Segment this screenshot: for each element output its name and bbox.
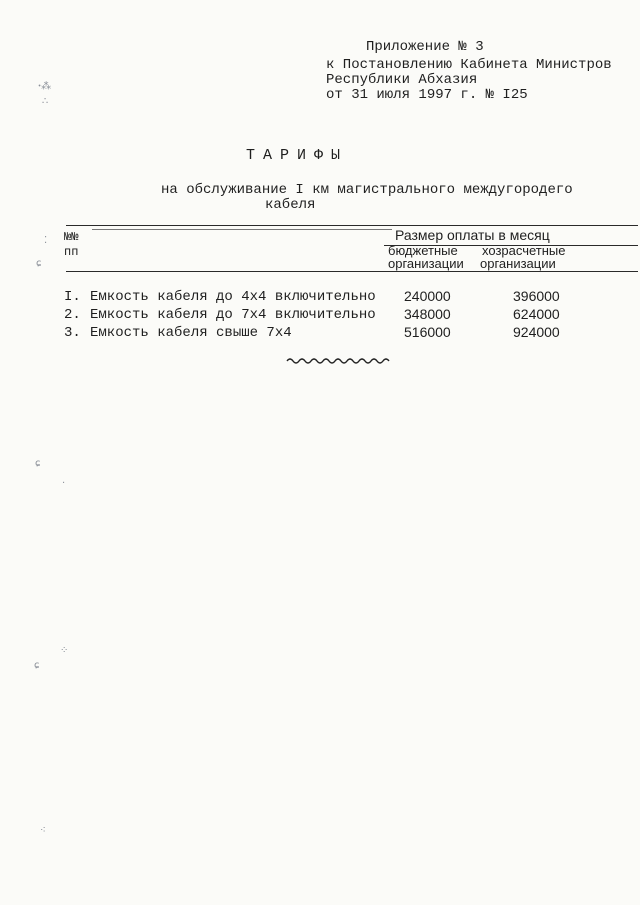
scan-speck: ɕ — [34, 660, 40, 671]
scan-speck: ∴ — [42, 96, 49, 107]
budget-header-line1: бюджетные — [388, 243, 458, 258]
appendix-number: Приложение № 3 — [366, 39, 484, 55]
row-number: 2. — [64, 307, 81, 323]
scan-speck: ⁚ — [44, 235, 48, 246]
scan-speck: ⁖ — [40, 825, 46, 836]
row-selffin-value: 396000 — [513, 288, 560, 304]
subtitle-line2: кабеля — [265, 197, 316, 213]
selffin-header-line1: хозрасчетные — [482, 243, 566, 258]
decree-date: от 31 июля 1997 г. № I25 — [326, 87, 528, 103]
table-top-rule-faint — [92, 229, 392, 230]
row-budget-value: 348000 — [404, 306, 451, 322]
row-name: Емкость кабеля до 4х4 включительно — [90, 289, 376, 305]
row-budget-value: 516000 — [404, 324, 451, 340]
row-name: Емкость кабеля до 7х4 включительно — [90, 307, 376, 323]
page-title: ТАРИФЫ — [246, 147, 349, 164]
table-top-rule — [66, 225, 638, 226]
budget-header-line2: организации — [388, 256, 464, 271]
row-selffin-value: 624000 — [513, 306, 560, 322]
scan-speck: ⁘ — [60, 645, 69, 656]
scan-speck: ɕ — [36, 258, 42, 269]
selffin-header-line2: организации — [480, 256, 556, 271]
payment-header: Размер оплаты в месяц — [395, 227, 550, 243]
scan-speck: ꞏ⁂ — [38, 81, 52, 92]
row-number: 3. — [64, 325, 81, 341]
decree-reference: к Постановлению Кабинета Министров — [326, 57, 612, 73]
row-number: I. — [64, 289, 81, 305]
scan-speck: ‧ — [62, 478, 66, 489]
number-column-header-text: №№ пп — [64, 230, 79, 259]
table-header-rule — [66, 271, 638, 272]
end-squiggle-mark — [286, 355, 392, 365]
subtitle-line1: на обслуживание I км магистрального междугородего — [161, 182, 573, 198]
row-name: Емкость кабеля свыше 7х4 — [90, 325, 292, 341]
scan-speck: ɕ — [35, 458, 41, 469]
republic-name: Республики Абхазия — [326, 72, 478, 88]
number-column-header — [64, 230, 90, 260]
row-selffin-value: 924000 — [513, 324, 560, 340]
row-budget-value: 240000 — [404, 288, 451, 304]
